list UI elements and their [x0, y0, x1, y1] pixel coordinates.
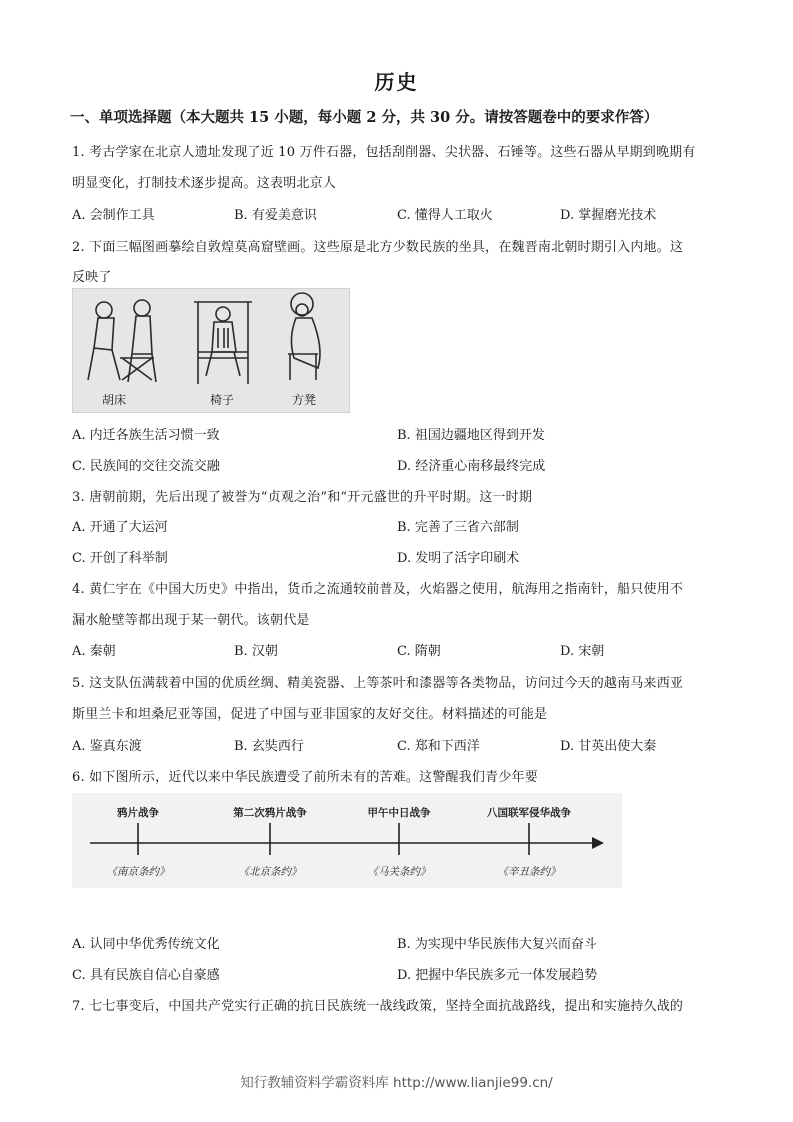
section-header: 一、单项选择题（本大题共 15 小题，每小题 2 分，共 30 分。请按答题卷中的要求作答） — [70, 109, 659, 126]
q3-option-c: C. 开创了科举制 — [72, 551, 168, 566]
q3-stem-line1: 3. 唐朝前期，先后出现了被誉为“贞观之治”和“开元盛世的升平时期。这一时期 — [72, 490, 533, 505]
q4-stem-line1: 4. 黄仁宇在《中国大历史》中指出，货币之流通较前普及，火焰器之使用，航海用之指南针，船只使用不 — [72, 582, 684, 597]
q1-stem-line2: 明显变化，打制技术逐步提高。这表明北京人 — [72, 176, 337, 191]
page-title: 历史 — [374, 70, 419, 94]
q2-mural-figure — [72, 288, 350, 413]
q7-stem-line1: 7. 七七事变后，中国共产党实行正确的抗日民族统一战线政策，坚持全面抗战路线，提出和实施持久战的 — [72, 999, 684, 1014]
q4-option-a: A. 秦朝 — [72, 644, 116, 659]
q5-option-d: D. 甘英出使大秦 — [560, 739, 657, 754]
q6-option-a: A. 认同中华优秀传统文化 — [72, 937, 220, 952]
q2-stem-line1: 2. 下面三幅图画摹绘自敦煌莫高窟壁画。这些原是北方少数民族的坐具，在魏晋南北朝时期引入内地。这 — [72, 240, 684, 255]
q2-option-a: A. 内迁各族生活习惯一致 — [72, 428, 220, 443]
q1-option-c: C. 懂得人工取火 — [397, 208, 493, 223]
q3-option-a: A. 开通了大运河 — [72, 520, 168, 535]
mural-sketches — [72, 288, 350, 413]
q5-stem-line2: 斯里兰卡和坦桑尼亚等国，促进了中国与亚非国家的友好交往。材料描述的可能是 — [72, 707, 548, 722]
q3-option-b: B. 完善了三省六部制 — [397, 520, 519, 535]
treaty-label-2: 《北京条约》 — [238, 866, 302, 878]
q4-stem-line2: 漏水舱壁等都出现于某一朝代。该朝代是 — [72, 613, 310, 628]
q6-option-c: C. 具有民族自信心自豪感 — [72, 968, 220, 983]
q4-option-c: C. 隋朝 — [397, 644, 441, 659]
q6-option-d: D. 把握中华民族多元一体发展趋势 — [397, 968, 598, 983]
war-label-4: 八国联军侵华战争 — [487, 807, 571, 819]
q6-option-b: B. 为实现中华民族伟大复兴而奋斗 — [397, 937, 597, 952]
war-label-1: 鸦片战争 — [117, 807, 159, 819]
war-label-3: 甲午中日战争 — [367, 807, 431, 819]
treaty-label-3: 《马关条约》 — [367, 866, 431, 878]
q1-option-d: D. 掌握磨光技术 — [560, 208, 657, 223]
stool-label: 方凳 — [292, 393, 317, 407]
treaty-label-4: 《辛丑条约》 — [497, 866, 561, 878]
q3-option-d: D. 发明了活字印刷术 — [397, 551, 520, 566]
q6-stem-line1: 6. 如下图所示，近代以来中华民族遭受了前所未有的苦难。这警醒我们青少年要 — [72, 770, 538, 785]
hu-chuang-label: 胡床 — [102, 393, 127, 407]
q5-option-c: C. 郑和下西洋 — [397, 739, 480, 754]
q2-option-b: B. 祖国边疆地区得到开发 — [397, 428, 545, 443]
q1-stem-line1: 1. 考古学家在北京人遗址发现了近 10 万件石器，包括刮削器、尖状器、石锤等。这些石器从早期到晚期有 — [72, 145, 696, 160]
q1-option-b: B. 有爱美意识 — [234, 208, 317, 223]
q2-option-d: D. 经济重心南移最终完成 — [397, 459, 546, 474]
q2-option-c: C. 民族间的交往交流交融 — [72, 459, 220, 474]
chair-label: 椅子 — [210, 393, 235, 407]
q4-option-b: B. 汉朝 — [234, 644, 278, 659]
treaty-label-1: 《南京条约》 — [106, 866, 170, 878]
q2-stem-line2: 反映了 — [72, 270, 112, 285]
war-label-2: 第二次鸦片战争 — [233, 807, 307, 819]
q5-stem-line1: 5. 这支队伍满载着中国的优质丝绸、精美瓷器、上等茶叶和漆器等各类物品，访问过今天的越南马来西亚 — [72, 676, 684, 691]
q5-option-a: A. 鉴真东渡 — [72, 739, 142, 754]
footer-watermark: 知行教辅资料学霸资料库 http://www.lianjie99.cn/ — [240, 1075, 553, 1091]
q6-timeline-figure — [72, 793, 622, 888]
q5-option-b: B. 玄奘西行 — [234, 739, 304, 754]
q1-option-a: A. 会制作工具 — [72, 208, 155, 223]
q4-option-d: D. 宋朝 — [560, 644, 605, 659]
history-timeline — [72, 793, 622, 888]
